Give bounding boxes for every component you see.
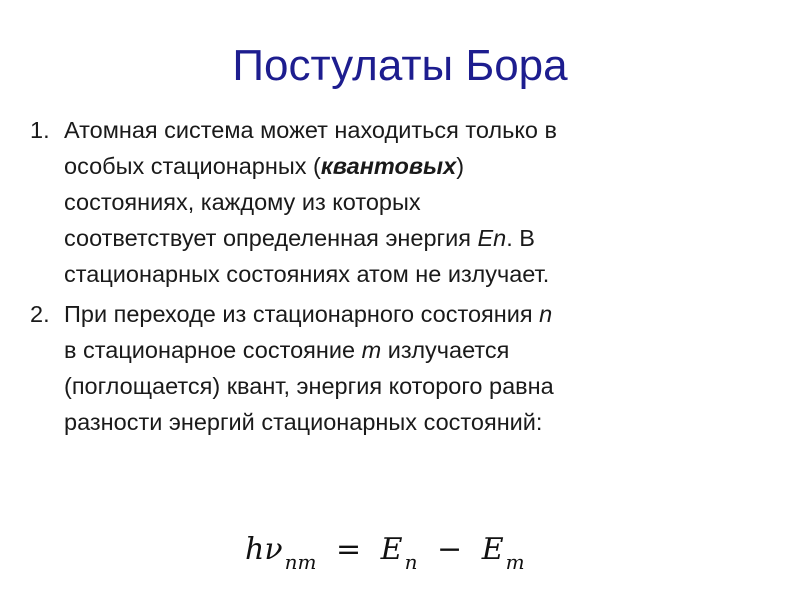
postulate-number: 2. (30, 301, 50, 327)
text-run: При переходе из стационарного состояния (64, 301, 540, 327)
formula-term2-subscript: m (505, 550, 525, 574)
text-run: соответствует определенная энергия (64, 225, 478, 251)
formula-lhs-subscript: nm (284, 550, 317, 574)
postulates-list (30, 112, 750, 444)
postulate-line (64, 296, 750, 332)
symbol-en: En (477, 225, 507, 251)
text-run: ) (456, 153, 465, 179)
postulate-line (64, 184, 750, 220)
formula-term2: E (481, 532, 504, 567)
postulate-1 (30, 112, 750, 292)
formula-term1-subscript: n (404, 550, 418, 574)
text-run: в стационарное состояние (64, 337, 362, 363)
text-run: состояниях, каждому из которых (64, 189, 421, 215)
postulate-line (64, 112, 750, 148)
formula-lhs-symbol: hν (245, 532, 283, 567)
postulate-line (64, 148, 750, 184)
postulate-line (64, 332, 750, 368)
bohr-frequency-formula (245, 532, 565, 582)
text-run: Атомная система может находиться только в (64, 117, 557, 143)
postulate-number: 1. (30, 117, 50, 143)
symbol-m: m (361, 337, 382, 363)
postulate-line (64, 368, 750, 404)
text-run: . В (506, 225, 535, 251)
postulate-line (64, 220, 750, 256)
text-run: (поглощается) квант, энергия которого равна (64, 373, 554, 399)
text-run: излучается (381, 337, 510, 363)
emphasis-quantum: квантовых (320, 153, 457, 179)
formula-equals: = (335, 532, 362, 567)
postulate-line (64, 256, 750, 292)
slide-title: Постулаты Бора (232, 41, 568, 90)
formula-minus: − (437, 532, 463, 567)
text-run: стационарных состояниях атом не излучает. (64, 261, 550, 287)
formula-term1: E (380, 532, 403, 567)
symbol-n: n (539, 301, 553, 327)
text-run: разности энергий стационарных состояний: (64, 409, 543, 435)
postulate-line (64, 404, 750, 440)
postulate-2 (30, 296, 750, 440)
text-run: особых стационарных ( (64, 153, 321, 179)
